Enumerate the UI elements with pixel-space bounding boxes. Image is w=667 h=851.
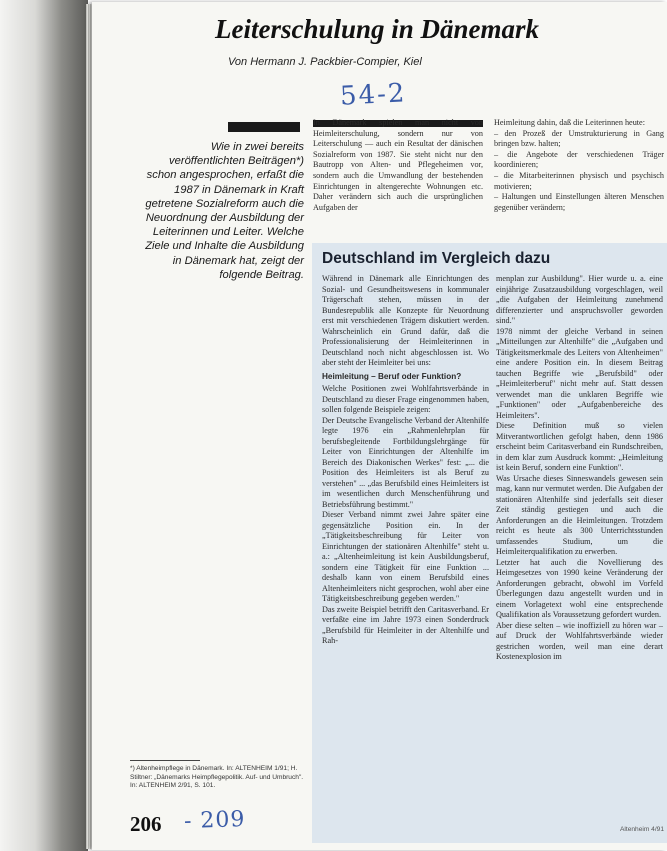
paragraph: Dieser Verband nimmt zwei Jahre später eine gegensätzliche Position ein. In der „Tätigkeitsbeschreibung für Leiter von Einrichtungen der stationären Altenhilfe" steht u. a.: „Altenheimleitung ist kein Ausbildungsberuf, sondern eine Tätigkeit für eine Funktion ... deshalb kann von einem Berufsbild eines Altenheimleiters nicht gesprochen, wohl aber eine Tätigkeitsbeschreibung gegeben werden.": [322, 510, 489, 603]
paragraph: 1978 nimmt der gleiche Verband in seinen „Mitteilungen zur Altenhilfe" die „Aufgaben und Tätigkeitsmerkmale des Leiters von Altenheimen" eine andere Position ein. In diesem Beitrag tauchen Begriffe wie „Berufsbild" oder „Heimleiterberuf" nicht mehr auf. Statt dessen verwendet man die unklaren Begriffe wie „Funktionen" oder „Aufgabenbereiche des Heimleiters".: [496, 326, 663, 420]
column-2-item: – den Prozeß der Umstrukturierung in Gang bringen bzw. halten;: [494, 128, 664, 149]
paragraph: menplan zur Ausbildung". Hier wurde u. a. eine einjährige Zusatzausbildung vorgeschlagen, weil „die Aufgaben der Heimleitung zunehmend differenzierter und anspruchsvoller geworden sind.": [496, 274, 663, 325]
page-number: 206: [130, 812, 162, 836]
paragraph: Während in Dänemark alle Einrichtungen des Sozial- und Gesundheitswesens in kommunaler Trägerschaft stehen, müssen in der Bundesrepublik alle Konzepte für Neuordnung erst mit verschiedenen Trägern diskutiert werden. Wahrscheinlich ein Grund dafür, daß die Professionalisierung der Heimleiterinnen in Deutschland noch nicht abgeschlossen ist. Wo aber steht der Heimleiter bei uns:: [322, 274, 489, 367]
column-2-item: – Haltungen und Einstellungen älteren Menschen gegenüber verändern;: [494, 192, 664, 212]
sidebar-title: Deutschland im Vergleich dazu: [322, 250, 551, 267]
footnote: *) Altenheimpflege in Dänemark. In: ALTENHEIM 1/91; H. Stiltner: „Dänemarks Heimpflegepolitik. Auf- und Umbruch". In: ALTENHEIM 2/91, S. 101.: [130, 765, 304, 790]
handwritten-note: 54-2: [339, 78, 408, 112]
paragraph: Welche Positionen zwei Wohlfahrtsverbände in Deutschland zu dieser Frage eingenommen haben, sollen folgende Beispiele zeigen:: [322, 384, 489, 414]
paragraph: Der Deutsche Evangelische Verband der Altenhilfe legte 1976 ein „Rahmenlehrplan für berufsbegleitende Fortbildungslehrgänge für Leiter von Einrichtungen der Altenhilfe im Bereich des Diakonischen Werkes" fest: „... die Position des Heimleiters ist als Beruf zu verstehen" ... „das Berufsbild eines Heimleiters ist im wesentlichen durch Menschenführung und Betriebsführung bestimmt.": [322, 415, 489, 509]
handwritten-page-note: - 209: [183, 806, 246, 835]
sidebar-column-1: [322, 274, 489, 839]
article-column-2: [494, 118, 664, 238]
column-2-item: – die Angebote der verschiedenen Träger koordinieren;: [494, 149, 664, 170]
column-2-item: – die Mitarbeiterinnen physisch und psychisch motivieren;: [494, 170, 664, 191]
footer-source: Altenheim 4/91: [620, 826, 664, 833]
article-intro: Wie in zwei bereits veröffentlichten Beiträgen*) schon angesprochen, erfaßt die 1987 in Dänemark in Kraft getretene Sozialreform auch die Neuordnung der Ausbildung der Leiterinnen und Leiter. Welche Ziele und Inhalte die Ausbildung in Dänemark hat, zeigt der folgende Beitrag.: [145, 141, 304, 281]
paragraph: Was Ursache dieses Sinneswandels gewesen sein mag, kann nur vermutet werden. Die Aufgaben der stationären Altenhilfe sind jederfalls seit dieser Zeit ständig gestiegen und auch die Anforderungen an die Heimleitungen. Trotzdem reicht es heute als 300 Unterrichtsstunden umfassendes Studium, um die Heimleiterqualifikation zu erwerben.: [496, 473, 663, 556]
column-1-text: In Dänemark spielen man nicht von Heimleiterschulung, sondern nur von Leiterschulung — auch ein Resultat der dänischen Sozialreform von 1987. Sie steht nicht nur den Bautropp von Alten- und Pflegeheimen vor, sondern auch die Umwandlung der bestehenden Einrichtungen in altengerechte Wohnungen etc. Daher verändern sich auch die ursprünglichen Aufgaben der: [313, 118, 483, 212]
paragraph: Aber diese selten – wie inoffiziell zu hören war – auf Druck der Wohlfahrtsverbände wieder gestrichen worden, weil man eine derart Kostenexplosion im: [496, 620, 663, 661]
footnote-rule: [130, 760, 200, 761]
subheading: Heimleitung – Beruf oder Funktion?: [322, 371, 462, 381]
article-column-1: [313, 118, 483, 238]
paragraph: Diese Definition muß so vielen Mitverantwortlichen gefolgt haben, denn 1986 erscheint beim Caritasverband ein Rundschreiben, in dem klar zum Ausdruck kommt: „Heimleitung ist kein Beruf, sondern eine Funktion".: [496, 421, 663, 472]
sidebar-column-2: [496, 274, 663, 839]
article-title: Leiterschulung in Dänemark: [215, 14, 540, 44]
article-byline: Von Hermann J. Packbier-Compier, Kiel: [228, 56, 422, 68]
intro-rule: [228, 122, 300, 132]
column-2-lead: Heimleitung dahin, daß die Leiterinnen heute:: [494, 118, 645, 127]
scanner-background: [0, 0, 88, 851]
paragraph: Letzter hat auch die Novellierung des Heimgesetzes von 1990 keine Veränderung der Anforderungen gebracht, obwohl im Vorfeld Überlegungen dazu angestellt wurden und in einem Vorlagetext wohl eine entsprechende Qualifikation als Voraussetzung gefordert wurden.: [496, 557, 663, 619]
paragraph: Das zweite Beispiel betrifft den Caritasverband. Er verfaßte eine im Jahre 1973 einen Sonderdruck „Berufsbild für Heimleiter in der Altenhilfe und Rah-: [322, 604, 489, 645]
